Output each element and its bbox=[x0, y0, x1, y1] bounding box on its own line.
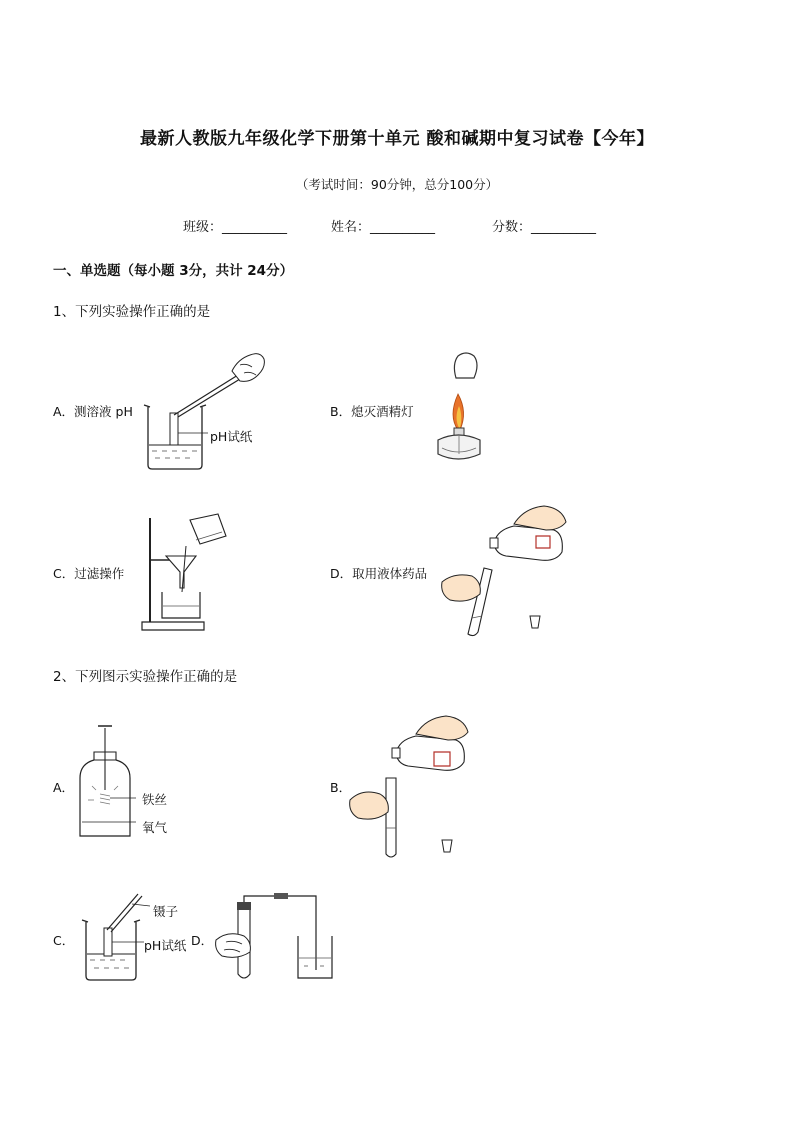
ph-paper-label: pH试纸 bbox=[210, 429, 253, 444]
iron-wire-label: 铁丝 bbox=[142, 792, 168, 807]
q2-c-ph-test-figure bbox=[80, 890, 150, 984]
q1-d-pour-liquid-figure bbox=[436, 500, 586, 640]
score-label: 分数： bbox=[492, 220, 532, 235]
q1-c-filtration-figure bbox=[140, 510, 232, 636]
q1-b-alcohol-lamp-figure bbox=[428, 350, 488, 468]
q1-option-a-label[interactable]: A．测溶液 pH bbox=[53, 404, 133, 419]
score-blank: __________ bbox=[531, 220, 597, 235]
q2-option-c-label[interactable]: C． bbox=[53, 933, 75, 948]
q2-option-d-label[interactable]: D． bbox=[191, 933, 214, 948]
score-field[interactable] bbox=[492, 216, 596, 235]
q2-option-a-label[interactable]: A． bbox=[53, 780, 75, 795]
page-title: 最新人教版九年级化学下册第十单元 酸和碱期中复习试卷【今年】 bbox=[140, 129, 654, 149]
tweezers-label: 镊子 bbox=[153, 904, 179, 919]
question-1-stem: 1、下列实验操作正确的是 bbox=[53, 304, 211, 320]
q2-a-iron-oxygen-figure bbox=[78, 724, 138, 840]
q2-b-pour-liquid-figure bbox=[348, 712, 478, 862]
q1-option-d-label[interactable]: D．取用液体药品 bbox=[330, 566, 428, 581]
q2-option-b-label[interactable]: B． bbox=[330, 780, 352, 795]
q1-option-b-label[interactable]: B．熄灭酒精灯 bbox=[330, 404, 414, 419]
name-label: 姓名： bbox=[331, 220, 371, 235]
class-field[interactable] bbox=[183, 216, 287, 235]
ph-paper-label-2: pH试纸 bbox=[144, 938, 187, 953]
name-blank: __________ bbox=[370, 220, 436, 235]
oxygen-label: 氧气 bbox=[142, 820, 168, 835]
q1-a-ph-test-figure bbox=[140, 345, 270, 475]
exam-info: （考试时间：90分钟，总分100分） bbox=[295, 177, 499, 192]
question-2-stem: 2、下列图示实验操作正确的是 bbox=[53, 669, 238, 685]
q2-d-airtightness-figure bbox=[212, 892, 336, 984]
class-blank: __________ bbox=[222, 220, 288, 235]
q1-option-c-label[interactable]: C．过滤操作 bbox=[53, 566, 125, 581]
name-field[interactable] bbox=[331, 216, 435, 235]
section-heading: 一、单选题（每小题 3分，共计 24分） bbox=[53, 263, 294, 279]
class-label: 班级： bbox=[183, 220, 223, 235]
